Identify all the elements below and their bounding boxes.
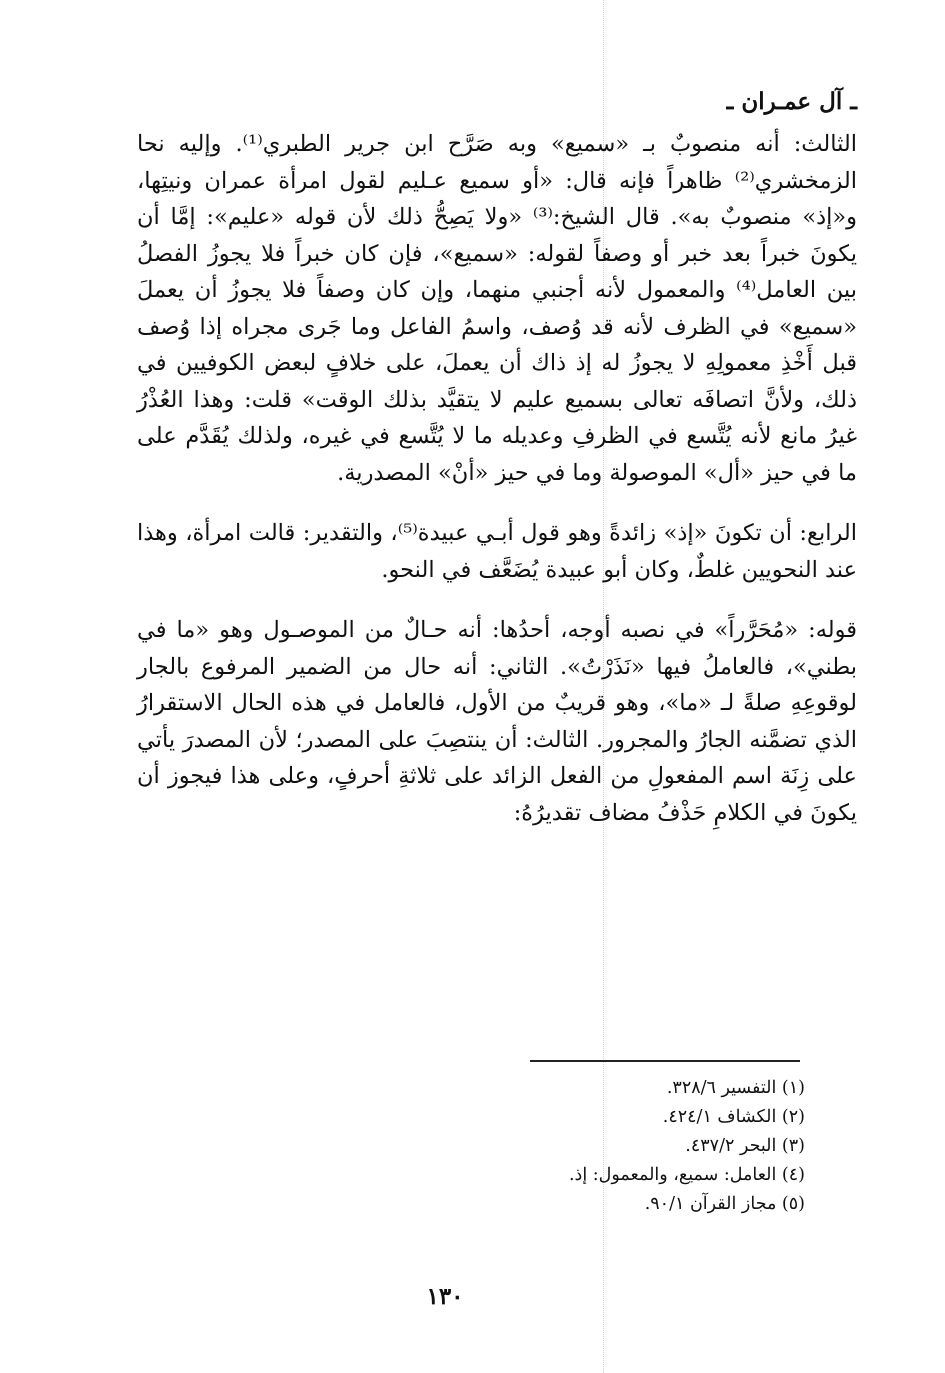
footnote-separator — [530, 1060, 800, 1062]
footnote-1: (١) التفسير ٣٢٨/٦. — [666, 1078, 805, 1098]
footnote-5: (٥) مجاز القرآن ٩٠/١. — [644, 1194, 805, 1214]
footnote-3: (٣) البحر ٤٣٧/٢. — [685, 1136, 805, 1156]
paragraph-muharraran: قوله: «مُحَرَّراً» في نصبه أوجه، أحدُها: أنه حـالٌ من الموصـول وهو «ما في بطني»، فالعاملُ فيها «نَذَرْتُ». الثاني: أنه حال من الضمير المرفوع بالجار لوقوعِهِ صلةً لـ «ما»، وهو قريبٌ من الأول، فالعامل في هذه الحال الاستقرارُ الذي تضمَّنه الجارُ والمجرور. الثالث: أن ينتصِبَ على المصدر؛ لأن المصدرَ يأتي على زِنَة اسم المفعولِ من الفعل الزائد على ثلاثةِ أحرفٍ، وعلى هذا فيجوز أن يكونَ في الكلامِ حَذْفُ مضاف تقديرُهُ: — [137, 617, 857, 826]
paragraph-fourth-view: الرابع: أن تكونَ «إذ» زائدةً وهو قول أبـي عبيدة⁽⁵⁾، والتقدير: قالت امرأة، وهذا عند النحويين غلطٌ، وكان أبو عبيدة يُضَعَّف في النحو. — [137, 520, 858, 583]
main-text — [137, 126, 857, 831]
footnotes — [385, 1074, 805, 1219]
paragraph-third-view: الثالث: أنه منصوبٌ بـ «سميع» وبه صَرَّح ابن جرير الطبري⁽¹⁾. وإليه نحا الزمخشري⁽²⁾ ظاهراً فإنه قال: «أو سميع عـليم لقول امرأة عمران ونيتِها، و«إذ» منصوبٌ به». قال الشيخ:⁽³⁾ «ولا يَصِحُّ ذلك لأن قوله «عليم»: إمَّا أن يكونَ خبراً بعد خبر أو وصفاً لقوله: «سميع»، فإن كان خبراً فلا يجوزُ الفصلُ بين العامل⁽⁴⁾ والمعمول لأنه أجنبي منهما، وإن كان وصفاً فلا يجوزُ أن يعملَ «سميع» في الظرف لأنه قد وُصف، واسمُ الفاعل وما جَرى مجراه إذا وُصف قبل أَخْذِ معمولِهِ لا يجوزُ له إذ ذاك أن يعملَ، على خلافٍ لبعض الكوفيين في ذلك، ولأنَّ اتصافَه تعالى بسميع عليم لا يتقيَّد بذلك الوقت» قلت: وهذا العُذْرُ غيرُ مانع لأنه يُتَّسع في الظرفِ وعديله ما لا يُتَّسع في غيره، ولذلك يُقَدَّم على ما في حيز «أل» الموصولة وما في حيز «أنْ» المصدرية. — [137, 131, 857, 486]
footnote-4: (٤) العامل: سميع، والمعمول: إذ. — [568, 1165, 805, 1185]
page-number: ١٣٠ — [426, 1283, 464, 1310]
footnote-2: (٢) الكشاف ٤٢٤/١. — [662, 1107, 805, 1127]
running-header: ـ آل عمـران ـ — [726, 88, 857, 115]
